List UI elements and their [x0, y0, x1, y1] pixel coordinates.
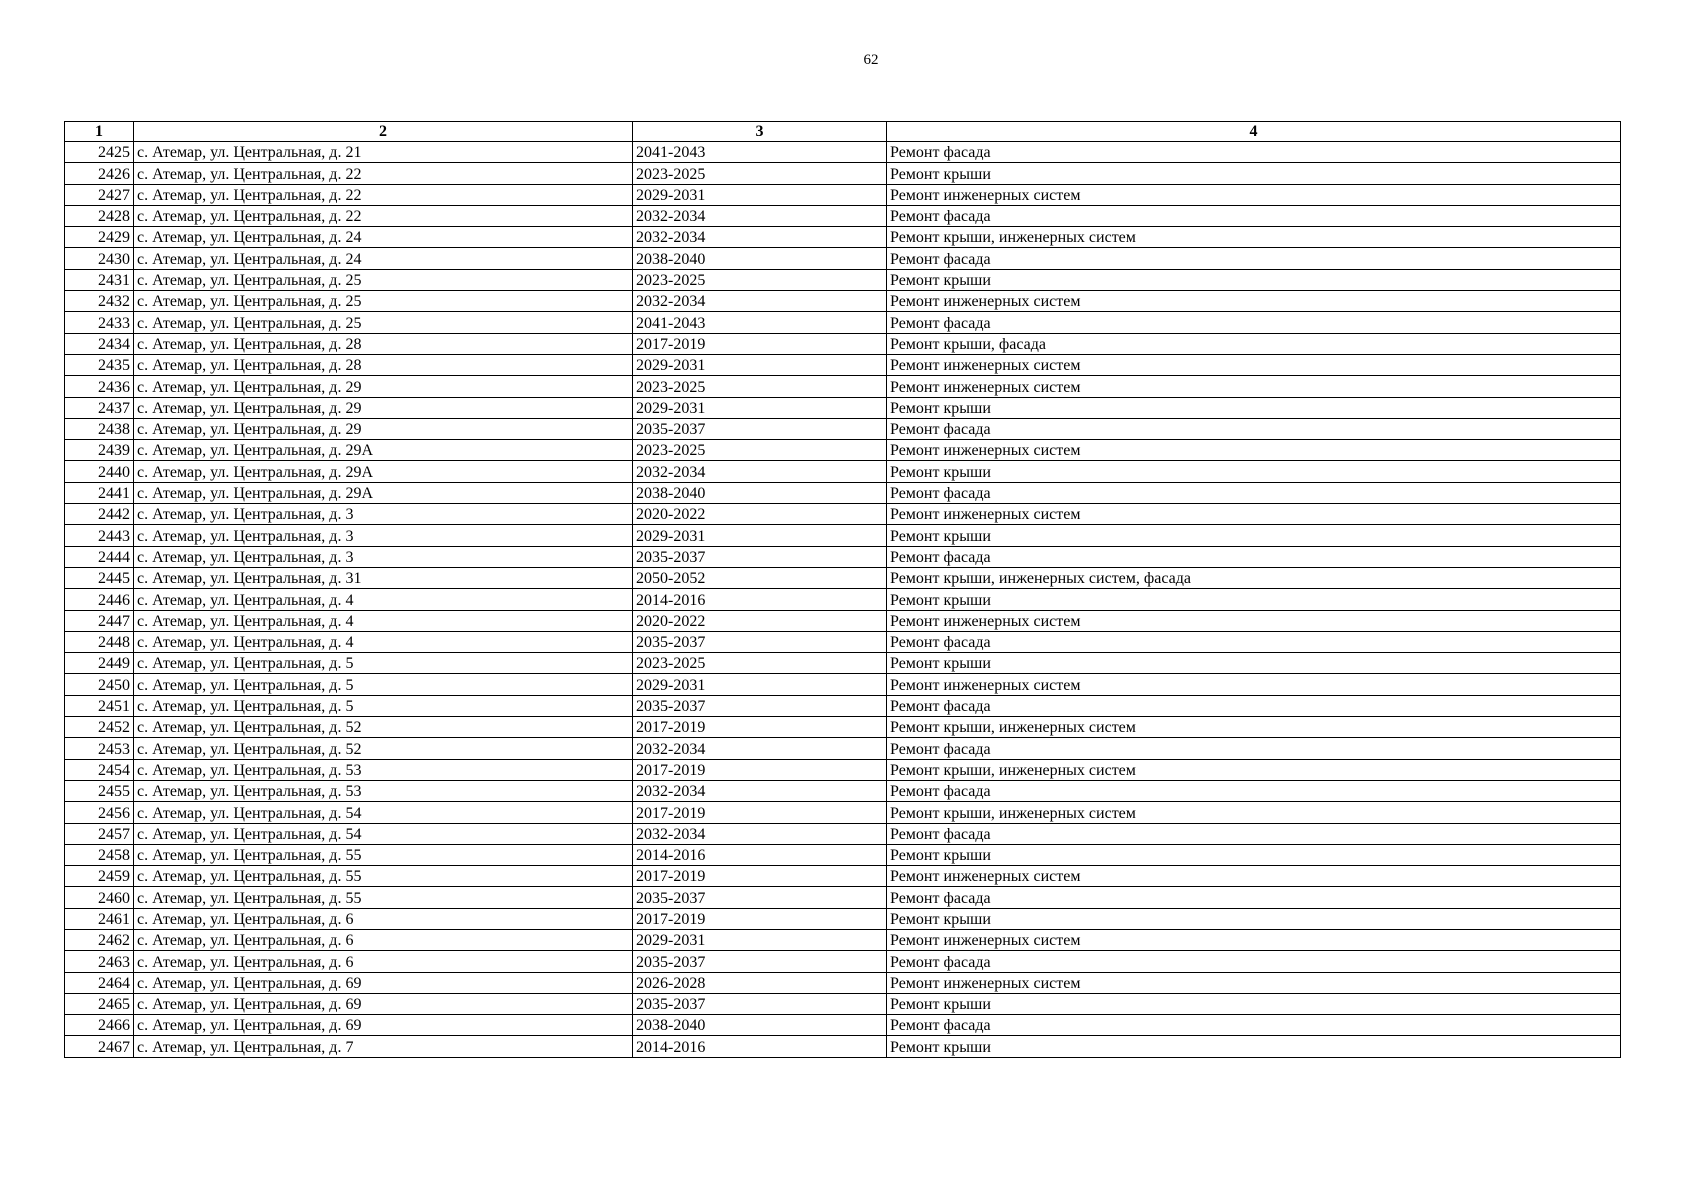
row-number-cell: 2434: [65, 333, 134, 354]
work-type-cell: Ремонт крыши: [887, 461, 1621, 482]
table-row: [65, 972, 1621, 993]
period-cell: 2029-2031: [633, 184, 887, 205]
address-cell: с. Атемар, ул. Центральная, д. 3: [134, 525, 633, 546]
period-cell: 2038-2040: [633, 1015, 887, 1036]
table-row: [65, 759, 1621, 780]
period-cell: 2029-2031: [633, 397, 887, 418]
row-number-cell: 2425: [65, 142, 134, 163]
row-number-cell: 2426: [65, 163, 134, 184]
work-type-cell: Ремонт крыши: [887, 1036, 1621, 1057]
row-number-cell: 2447: [65, 610, 134, 631]
column-header-2: 2: [134, 122, 633, 142]
address-cell: с. Атемар, ул. Центральная, д. 4: [134, 589, 633, 610]
table-row: [65, 887, 1621, 908]
address-cell: с. Атемар, ул. Центральная, д. 55: [134, 844, 633, 865]
row-number-cell: 2450: [65, 674, 134, 695]
row-number-cell: 2430: [65, 248, 134, 269]
row-number-cell: 2444: [65, 546, 134, 567]
table-row: [65, 929, 1621, 950]
address-cell: с. Атемар, ул. Центральная, д. 6: [134, 951, 633, 972]
address-cell: с. Атемар, ул. Центральная, д. 31: [134, 567, 633, 588]
work-type-cell: Ремонт фасада: [887, 546, 1621, 567]
work-type-cell: Ремонт фасада: [887, 142, 1621, 163]
period-cell: 2032-2034: [633, 205, 887, 226]
table-row: [65, 1015, 1621, 1036]
address-cell: с. Атемар, ул. Центральная, д. 54: [134, 802, 633, 823]
work-type-cell: Ремонт инженерных систем: [887, 184, 1621, 205]
row-number-cell: 2459: [65, 866, 134, 887]
work-type-cell: Ремонт крыши: [887, 993, 1621, 1014]
table-row: [65, 589, 1621, 610]
work-type-cell: Ремонт фасада: [887, 312, 1621, 333]
period-cell: 2050-2052: [633, 567, 887, 588]
row-number-cell: 2432: [65, 291, 134, 312]
table-row: [65, 802, 1621, 823]
table-row: [65, 695, 1621, 716]
address-cell: с. Атемар, ул. Центральная, д. 4: [134, 610, 633, 631]
column-header-1: 1: [65, 122, 134, 142]
table-row: [65, 738, 1621, 759]
work-type-cell: Ремонт фасада: [887, 418, 1621, 439]
table-row: [65, 354, 1621, 375]
work-type-cell: Ремонт крыши, инженерных систем: [887, 759, 1621, 780]
table-row: [65, 631, 1621, 652]
row-number-cell: 2467: [65, 1036, 134, 1057]
address-cell: с. Атемар, ул. Центральная, д. 25: [134, 291, 633, 312]
row-number-cell: 2455: [65, 780, 134, 801]
work-type-cell: Ремонт крыши, инженерных систем: [887, 717, 1621, 738]
work-type-cell: Ремонт крыши, фасада: [887, 333, 1621, 354]
work-type-cell: Ремонт крыши: [887, 269, 1621, 290]
work-type-cell: Ремонт инженерных систем: [887, 866, 1621, 887]
table-row: [65, 844, 1621, 865]
table-row: [65, 908, 1621, 929]
table-row: [65, 567, 1621, 588]
address-cell: с. Атемар, ул. Центральная, д. 55: [134, 866, 633, 887]
address-cell: с. Атемар, ул. Центральная, д. 29: [134, 376, 633, 397]
work-type-cell: Ремонт инженерных систем: [887, 440, 1621, 461]
work-type-cell: Ремонт инженерных систем: [887, 504, 1621, 525]
table-row: [65, 1036, 1621, 1057]
row-number-cell: 2445: [65, 567, 134, 588]
work-type-cell: Ремонт фасада: [887, 951, 1621, 972]
row-number-cell: 2462: [65, 929, 134, 950]
row-number-cell: 2463: [65, 951, 134, 972]
table-row: [65, 227, 1621, 248]
table-row: [65, 440, 1621, 461]
address-cell: с. Атемар, ул. Центральная, д. 69: [134, 972, 633, 993]
header-row: [65, 122, 1621, 142]
address-cell: с. Атемар, ул. Центральная, д. 3: [134, 546, 633, 567]
work-type-cell: Ремонт крыши: [887, 397, 1621, 418]
work-type-cell: Ремонт крыши, инженерных систем: [887, 227, 1621, 248]
address-cell: с. Атемар, ул. Центральная, д. 28: [134, 333, 633, 354]
period-cell: 2032-2034: [633, 780, 887, 801]
column-header-3: 3: [633, 122, 887, 142]
address-cell: с. Атемар, ул. Центральная, д. 54: [134, 823, 633, 844]
table-row: [65, 717, 1621, 738]
work-type-cell: Ремонт крыши: [887, 653, 1621, 674]
work-type-cell: Ремонт инженерных систем: [887, 376, 1621, 397]
table-row: [65, 823, 1621, 844]
address-cell: с. Атемар, ул. Центральная, д. 29А: [134, 440, 633, 461]
period-cell: 2020-2022: [633, 610, 887, 631]
row-number-cell: 2449: [65, 653, 134, 674]
address-cell: с. Атемар, ул. Центральная, д. 5: [134, 653, 633, 674]
table-row: [65, 546, 1621, 567]
work-type-cell: Ремонт фасада: [887, 695, 1621, 716]
row-number-cell: 2464: [65, 972, 134, 993]
table-row: [65, 205, 1621, 226]
address-cell: с. Атемар, ул. Центральная, д. 29: [134, 418, 633, 439]
table-row: [65, 780, 1621, 801]
row-number-cell: 2440: [65, 461, 134, 482]
work-type-cell: Ремонт фасада: [887, 482, 1621, 503]
table-row: [65, 163, 1621, 184]
table-row: [65, 418, 1621, 439]
address-cell: с. Атемар, ул. Центральная, д. 69: [134, 1015, 633, 1036]
address-cell: с. Атемар, ул. Центральная, д. 5: [134, 674, 633, 695]
period-cell: 2017-2019: [633, 908, 887, 929]
work-type-cell: Ремонт инженерных систем: [887, 929, 1621, 950]
row-number-cell: 2431: [65, 269, 134, 290]
row-number-cell: 2433: [65, 312, 134, 333]
address-cell: с. Атемар, ул. Центральная, д. 29А: [134, 461, 633, 482]
work-type-cell: Ремонт фасада: [887, 823, 1621, 844]
table-row: [65, 610, 1621, 631]
repair-schedule-table: [64, 121, 1621, 1058]
row-number-cell: 2460: [65, 887, 134, 908]
work-type-cell: Ремонт фасада: [887, 780, 1621, 801]
row-number-cell: 2452: [65, 717, 134, 738]
table-row: [65, 674, 1621, 695]
address-cell: с. Атемар, ул. Центральная, д. 24: [134, 248, 633, 269]
row-number-cell: 2457: [65, 823, 134, 844]
table-row: [65, 866, 1621, 887]
row-number-cell: 2438: [65, 418, 134, 439]
table-row: [65, 951, 1621, 972]
address-cell: с. Атемар, ул. Центральная, д. 22: [134, 163, 633, 184]
address-cell: с. Атемар, ул. Центральная, д. 55: [134, 887, 633, 908]
work-type-cell: Ремонт фасада: [887, 738, 1621, 759]
period-cell: 2017-2019: [633, 802, 887, 823]
period-cell: 2041-2043: [633, 142, 887, 163]
address-cell: с. Атемар, ул. Центральная, д. 29: [134, 397, 633, 418]
period-cell: 2026-2028: [633, 972, 887, 993]
work-type-cell: Ремонт крыши: [887, 525, 1621, 546]
row-number-cell: 2428: [65, 205, 134, 226]
work-type-cell: Ремонт крыши, инженерных систем, фасада: [887, 567, 1621, 588]
address-cell: с. Атемар, ул. Центральная, д. 6: [134, 929, 633, 950]
period-cell: 2032-2034: [633, 461, 887, 482]
row-number-cell: 2451: [65, 695, 134, 716]
period-cell: 2035-2037: [633, 695, 887, 716]
row-number-cell: 2443: [65, 525, 134, 546]
work-type-cell: Ремонт инженерных систем: [887, 674, 1621, 695]
table-row: [65, 482, 1621, 503]
column-header-4: 4: [887, 122, 1621, 142]
table-row: [65, 376, 1621, 397]
period-cell: 2017-2019: [633, 717, 887, 738]
table-row: [65, 525, 1621, 546]
work-type-cell: Ремонт инженерных систем: [887, 610, 1621, 631]
period-cell: 2035-2037: [633, 631, 887, 652]
period-cell: 2029-2031: [633, 354, 887, 375]
address-cell: с. Атемар, ул. Центральная, д. 53: [134, 780, 633, 801]
period-cell: 2023-2025: [633, 440, 887, 461]
period-cell: 2032-2034: [633, 227, 887, 248]
period-cell: 2035-2037: [633, 546, 887, 567]
address-cell: с. Атемар, ул. Центральная, д. 5: [134, 695, 633, 716]
period-cell: 2014-2016: [633, 1036, 887, 1057]
work-type-cell: Ремонт крыши, инженерных систем: [887, 802, 1621, 823]
address-cell: с. Атемар, ул. Центральная, д. 7: [134, 1036, 633, 1057]
period-cell: 2023-2025: [633, 653, 887, 674]
address-cell: с. Атемар, ул. Центральная, д. 21: [134, 142, 633, 163]
table-row: [65, 397, 1621, 418]
work-type-cell: Ремонт крыши: [887, 589, 1621, 610]
period-cell: 2032-2034: [633, 291, 887, 312]
table-row: [65, 184, 1621, 205]
table-row: [65, 291, 1621, 312]
row-number-cell: 2437: [65, 397, 134, 418]
period-cell: 2041-2043: [633, 312, 887, 333]
table-header: [65, 122, 1621, 142]
period-cell: 2029-2031: [633, 525, 887, 546]
address-cell: с. Атемар, ул. Центральная, д. 25: [134, 312, 633, 333]
page-number: 62: [863, 52, 879, 68]
work-type-cell: Ремонт крыши: [887, 844, 1621, 865]
table-row: [65, 142, 1621, 163]
row-number-cell: 2465: [65, 993, 134, 1014]
work-type-cell: Ремонт инженерных систем: [887, 354, 1621, 375]
work-type-cell: Ремонт фасада: [887, 631, 1621, 652]
row-number-cell: 2461: [65, 908, 134, 929]
address-cell: с. Атемар, ул. Центральная, д. 6: [134, 908, 633, 929]
address-cell: с. Атемар, ул. Центральная, д. 22: [134, 184, 633, 205]
table-body: [65, 142, 1621, 1058]
period-cell: 2035-2037: [633, 993, 887, 1014]
period-cell: 2029-2031: [633, 674, 887, 695]
period-cell: 2035-2037: [633, 418, 887, 439]
period-cell: 2029-2031: [633, 929, 887, 950]
row-number-cell: 2446: [65, 589, 134, 610]
period-cell: 2023-2025: [633, 269, 887, 290]
table-row: [65, 333, 1621, 354]
row-number-cell: 2466: [65, 1015, 134, 1036]
address-cell: с. Атемар, ул. Центральная, д. 29А: [134, 482, 633, 503]
work-type-cell: Ремонт фасада: [887, 1015, 1621, 1036]
work-type-cell: Ремонт крыши: [887, 908, 1621, 929]
period-cell: 2038-2040: [633, 248, 887, 269]
row-number-cell: 2448: [65, 631, 134, 652]
row-number-cell: 2453: [65, 738, 134, 759]
work-type-cell: Ремонт фасада: [887, 248, 1621, 269]
address-cell: с. Атемар, ул. Центральная, д. 28: [134, 354, 633, 375]
work-type-cell: Ремонт крыши: [887, 163, 1621, 184]
table-row: [65, 312, 1621, 333]
row-number-cell: 2436: [65, 376, 134, 397]
row-number-cell: 2454: [65, 759, 134, 780]
table-row: [65, 993, 1621, 1014]
period-cell: 2038-2040: [633, 482, 887, 503]
address-cell: с. Атемар, ул. Центральная, д. 22: [134, 205, 633, 226]
work-type-cell: Ремонт инженерных систем: [887, 972, 1621, 993]
table-row: [65, 653, 1621, 674]
row-number-cell: 2427: [65, 184, 134, 205]
address-cell: с. Атемар, ул. Центральная, д. 4: [134, 631, 633, 652]
address-cell: с. Атемар, ул. Центральная, д. 24: [134, 227, 633, 248]
row-number-cell: 2439: [65, 440, 134, 461]
row-number-cell: 2456: [65, 802, 134, 823]
period-cell: 2017-2019: [633, 759, 887, 780]
row-number-cell: 2441: [65, 482, 134, 503]
table-row: [65, 269, 1621, 290]
address-cell: с. Атемар, ул. Центральная, д. 25: [134, 269, 633, 290]
period-cell: 2014-2016: [633, 589, 887, 610]
row-number-cell: 2458: [65, 844, 134, 865]
table-row: [65, 248, 1621, 269]
period-cell: 2035-2037: [633, 951, 887, 972]
period-cell: 2032-2034: [633, 738, 887, 759]
period-cell: 2017-2019: [633, 866, 887, 887]
period-cell: 2014-2016: [633, 844, 887, 865]
work-type-cell: Ремонт фасада: [887, 205, 1621, 226]
table-row: [65, 504, 1621, 525]
row-number-cell: 2435: [65, 354, 134, 375]
work-type-cell: Ремонт инженерных систем: [887, 291, 1621, 312]
period-cell: 2017-2019: [633, 333, 887, 354]
address-cell: с. Атемар, ул. Центральная, д. 3: [134, 504, 633, 525]
row-number-cell: 2429: [65, 227, 134, 248]
address-cell: с. Атемар, ул. Центральная, д. 52: [134, 717, 633, 738]
period-cell: 2032-2034: [633, 823, 887, 844]
period-cell: 2020-2022: [633, 504, 887, 525]
table-row: [65, 461, 1621, 482]
work-type-cell: Ремонт фасада: [887, 887, 1621, 908]
period-cell: 2035-2037: [633, 887, 887, 908]
address-cell: с. Атемар, ул. Центральная, д. 69: [134, 993, 633, 1014]
row-number-cell: 2442: [65, 504, 134, 525]
period-cell: 2023-2025: [633, 376, 887, 397]
period-cell: 2023-2025: [633, 163, 887, 184]
address-cell: с. Атемар, ул. Центральная, д. 53: [134, 759, 633, 780]
address-cell: с. Атемар, ул. Центральная, д. 52: [134, 738, 633, 759]
